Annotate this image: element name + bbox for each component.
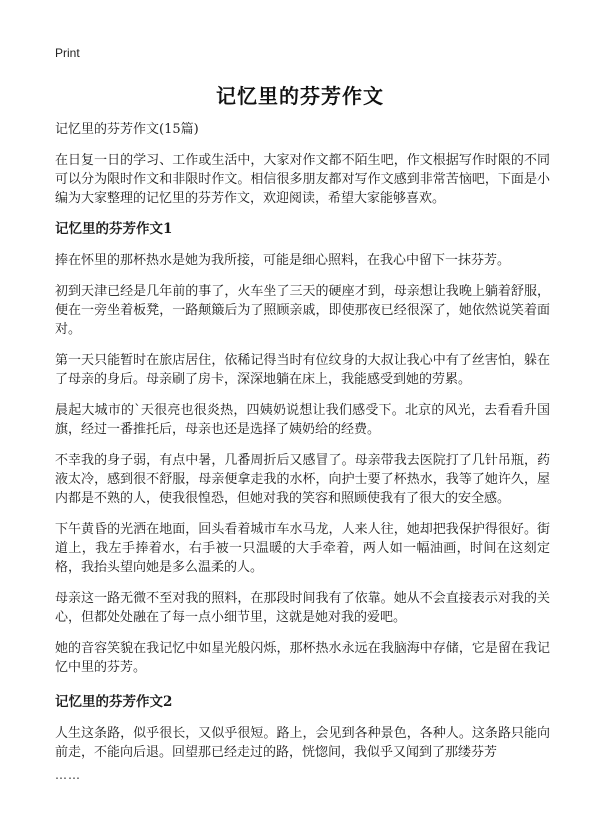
essay-1-paragraph: 她的音容笑貌在我记忆中如星光般闪烁，那杯热水永远在我脑海中存储，它是留在我记忆中里的芬芳。 <box>55 641 550 675</box>
essay-heading-1: 记忆里的芬芳作文1 <box>55 221 173 237</box>
document-content <box>55 120 550 782</box>
essay-1-paragraph: 初到天津已经是几年前的事了，火车坐了三天的硬座才到，母亲想让我晚上躺着舒服，便在一旁坐着板凳，一路颠簸后为了照顾亲戚，即使那夜已经很深了，她依然说笑着面对。 <box>55 284 550 337</box>
document-subtitle: 记忆里的芬芳作文(15篇) <box>55 122 199 137</box>
essay-1-paragraph: 母亲这一路无微不至对我的照料，在那段时间我有了依靠。她从不会直接表示对我的关心，但都处处融在了每一点小细节里，这就是她对我的爱吧。 <box>55 591 550 625</box>
print-link[interactable]: Print <box>55 46 80 60</box>
essay-1-paragraph: 捧在怀里的那杯热水是她为我所接，可能是细心照料，在我心中留下一抹芬芳。 <box>55 253 511 268</box>
essay-1-paragraph: 第一天只能暂时在旅店居住，依稀记得当时有位纹身的大叔让我心中有了丝害怕，躲在了母亲的身后。母亲刷了房卡，深深地躺在床上，我能感受到她的劳累。 <box>55 353 550 387</box>
essay-1-paragraph: 下午黄昏的光洒在地面，回头看着城市车水马龙，人来人往，她却把我保护得很好。街道上，我左手捧着水，右手被一只温暖的大手牵着，两人如一幅油画，时间在这刻定格，我抬头望向她是多么温柔的人。 <box>55 522 550 575</box>
page-title: 记忆里的芬芳作文 <box>216 84 384 108</box>
essay-2-paragraph: 人生这条路，似乎很长，又似乎很短。路上，会见到各种景色，各种人。这条路只能向前走，不能向后退。回望那已经走过的路，恍惚间，我似乎又闻到了那缕芬芳 <box>55 726 550 760</box>
continuation-ellipsis: …… <box>55 768 81 782</box>
essay-1-paragraph: 晨起大城市的`天很亮也很炎热，四姨奶说想让我们感受下。北京的风光，去看看升国旗，经过一番推托后，母亲也还是选择了姨奶给的经费。 <box>55 403 550 437</box>
essay-heading-2: 记忆里的芬芳作文2 <box>55 694 173 710</box>
essay-1-paragraph: 不幸我的身子弱，有点中暑，几番周折后又感冒了。母亲带我去医院打了几针吊瓶，药液太冷，感到很不舒服，母亲便拿走我的水杯，向护士要了杯热水，我等了她许久，屋内都是不熟的人，使我很惶恐，但她对我的笑容和照顾使我有了很大的安全感。 <box>55 453 550 506</box>
intro-paragraph: 在日复一日的学习、工作或生活中，大家对作文都不陌生吧，作文根据写作时限的不同可以分为限时作文和非限时作文。相信很多朋友都对写作文感到非常苦恼吧，下面是小编为大家整理的记忆里的芬芳作文，欢迎阅读，希望大家能够喜欢。 <box>55 153 550 206</box>
